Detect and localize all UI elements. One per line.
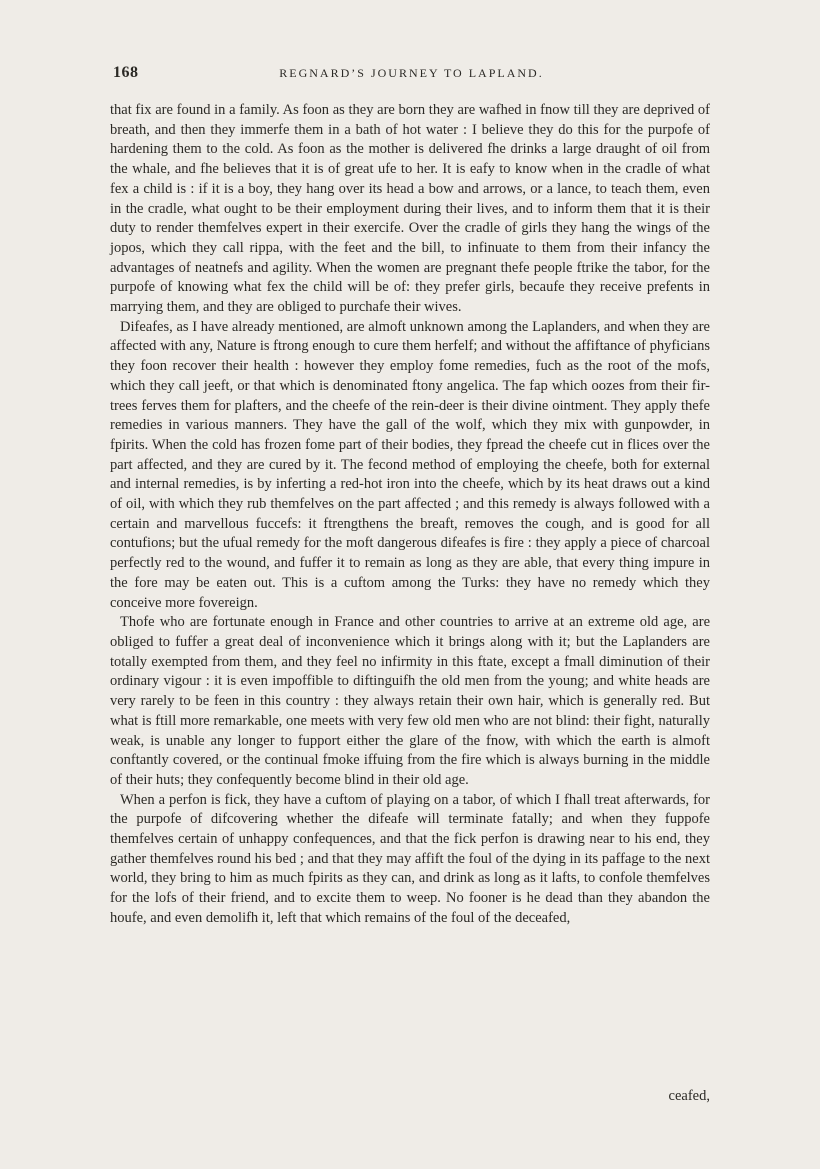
page-number: 168 bbox=[113, 64, 139, 81]
paragraph: Difeafes, as I have already mentioned, are almoft unknown among the Laplanders, and when they are affected with any, Nature is ftrong enough to cure them herfelf; and without the affiftance of phyficians they foon recover their health : however they employ fome remedies, fuch as the root of the mofs, which they call jeeft, or that which is denominated ftony angelica. The fap which oozes from their fir-trees ferves them for plafters, and the cheefe of the rein-deer is their divine ointment. They apply thefe remedies in various manners. They have the gall of the wolf, which they mix with gunpowder, in fpirits. When the cold has frozen fome part of their bodies, they fpread the cheefe cut in flices over the part affected, and they are cured by it. The fecond method of employing the cheefe, both for external and internal remedies, is by inferting a red-hot iron into the cheefe, which by its heat draws out a kind of oil, with which they rub themfelves on the part affected ; and this remedy is always followed with a certain and marvellous fuccefs: it ftrengthens the breaft, removes the cough, and is good for all contufions; but the ufual remedy for the moft dangerous difeafes is fire : they apply a piece of charcoal perfectly red to the wound, and fuffer it to remain as long as they are able, that every thing impure in the fore may be eaten out. This is a cuftom among the Turks: they have no remedy which they conceive more fovereign. bbox=[110, 318, 710, 611]
catchword: ceafed, bbox=[668, 1088, 710, 1104]
running-head bbox=[113, 64, 710, 84]
paragraph: When a perfon is fick, they have a cuftom of playing on a tabor, of which I fhall treat afterwards, for the purpofe of difcovering whether the difeafe will terminate fatally; and when they fuppofe themfelves certain of unhappy confequences, and that the fick perfon is drawing near to his end, they gather themfelves round his bed ; and that they may affift the foul of the dying in its paffage to the next world, they bring to him as much fpirits as they can, and drink as long as it lafts, to confole themfelves for the lofs of their friend, and to excite them to weep. No fooner is he dead than they abandon the houfe, and even demolifh it, left that which remains of the foul of the deceafed, bbox=[110, 791, 710, 926]
running-title: REGNARD’S JOURNEY TO LAPLAND. bbox=[279, 66, 544, 80]
body-text bbox=[110, 101, 710, 929]
paragraph: that fix are found in a family. As foon as they are born they are wafhed in fnow till they are deprived of breath, and then they immerfe them in a bath of hot water : I believe they do this for the purpofe of hardening them to the cold. As foon as the mother is delivered fhe drinks a large draught of oil from the whale, and fhe believes that it is of great ufe to her. It is eafy to know when in the cradle of what fex a child is : if it is a boy, they hang over its head a bow and arrows, or a lance, to teach them, even in the cradle, what ought to be their employment during their lives, and to inform them that it is their duty to render themfelves expert in their exercife. Over the cradle of girls they hang the wings of the jopos, which they call rippa, with the feet and the bill, to infinuate to them from their infancy the advantages of neatnefs and agility. When the women are pregnant thefe people ftrike the tabor, for the purpofe of knowing what fex the child will be of: they prefer girls, becaufe they receive prefents in marrying them, and they are obliged to purchafe their wives. bbox=[110, 102, 710, 316]
paragraph: Thofe who are fortunate enough in France and other countries to arrive at an extreme old age, are obliged to fuffer a great deal of inconvenience which it brings along with it; but the Laplanders are totally exempted from them, and they feel no infirmity in this ftate, except a fmall diminution of their ordinary vigour : it is even impoffible to diftinguifh the old men from the young; and white heads are very rarely to be feen in this country : they always retain their own hair, which is generally red. But what is ftill more remarkable, one meets with very few old men who are not blind: their fight, naturally weak, is unable any longer to fupport either the glare of the fnow, with which the earth is almoft conftantly covered, or the continual fmoke iffuing from the fire which is always burning in the middle of their huts; they confequently become blind in their old age. bbox=[110, 614, 710, 788]
